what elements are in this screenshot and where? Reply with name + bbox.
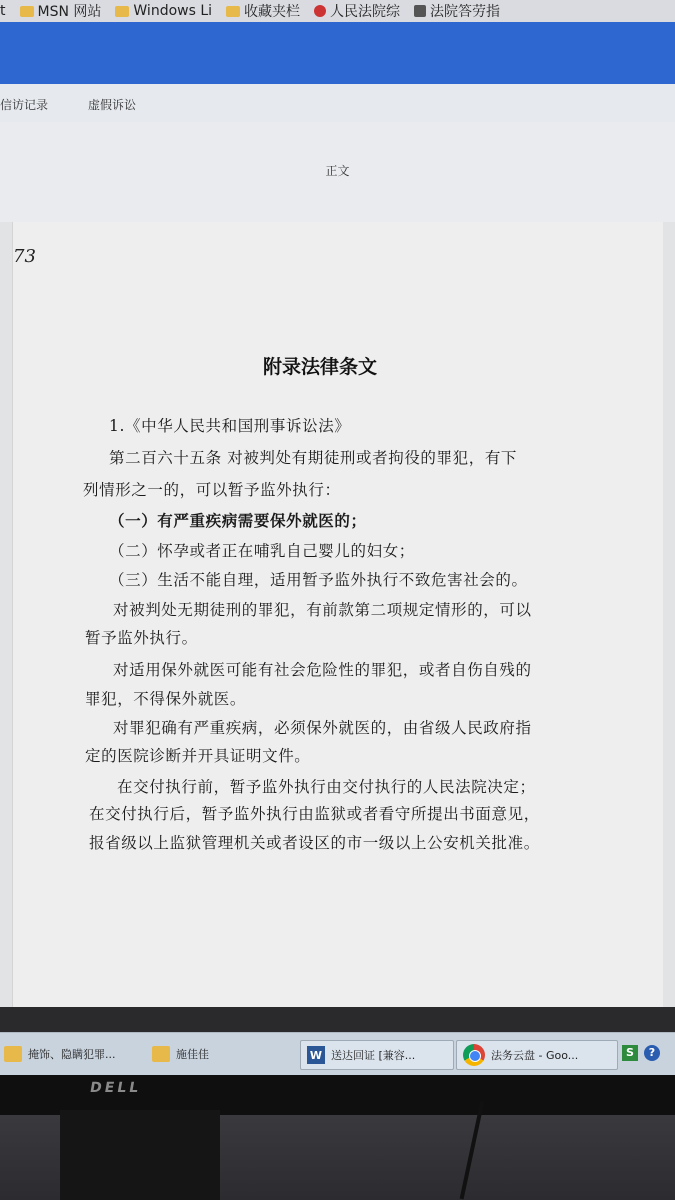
document-title: 附录法律条文 (263, 356, 378, 378)
folder-icon (115, 6, 129, 17)
task-label: 掩饰、隐瞒犯罪... (28, 1048, 116, 1061)
taskbar-item-chrome[interactable] (456, 1040, 618, 1070)
nav-false-litigation[interactable]: 虚假诉讼 (88, 98, 137, 112)
app-header (0, 22, 675, 84)
folder-icon (20, 6, 34, 17)
doc-line: 列情形之一的，可以暂予监外执行： (83, 481, 341, 499)
chrome-icon (463, 1044, 485, 1066)
app-nav (0, 84, 675, 123)
windows-taskbar (0, 1032, 675, 1075)
taskbar-item-word[interactable] (300, 1040, 454, 1070)
bookmark-people-court[interactable] (314, 1, 400, 21)
bookmark-label: t (0, 3, 6, 19)
bookmark-msn[interactable] (20, 1, 102, 21)
monitor-brand-logo: DELL (88, 1080, 143, 1096)
bookmark-partial[interactable] (0, 3, 6, 19)
bookmark-label: MSN 网站 (37, 4, 102, 20)
doc-line: （一）有严重疾病需要保外就医的； (109, 511, 367, 530)
doc-line: 对罪犯确有严重疾病，必须保外就医的，由省级人民政府指 (113, 719, 532, 737)
page-icon (414, 5, 426, 17)
bookmark-label: 法院答劳指 (430, 4, 501, 20)
task-label: 送达回证 [兼容... (331, 1049, 416, 1062)
taskbar-item-folder-1[interactable] (4, 1040, 144, 1068)
doc-line: 1.《中华人民共和国刑事诉讼法》 (109, 417, 351, 435)
doc-line: 暂予监外执行。 (85, 629, 198, 647)
doc-line: 在交付执行前，暂予监外执行由交付执行的人民法院决定； (117, 778, 536, 796)
document-viewer[interactable] (0, 222, 675, 1007)
doc-line: 报省级以上监狱管理机关或者设区的市一级以上公安机关批准。 (89, 834, 540, 852)
taskbar-item-folder-2[interactable] (152, 1040, 292, 1068)
doc-line: 定的医院诊断并开具证明文件。 (85, 747, 311, 765)
help-icon[interactable]: ? (644, 1045, 660, 1061)
bookmark-label: 人民法院综 (330, 4, 401, 20)
section-label: 正文 (325, 164, 350, 178)
word-icon: W (307, 1046, 325, 1064)
nav-petition-records[interactable]: 信访记录 (0, 98, 49, 112)
document-page (12, 222, 663, 1007)
doc-line: （三）生活不能自理，适用暂予监外执行不致危害社会的。 (109, 571, 528, 589)
doc-line: 对被判处无期徒刑的罪犯，有前款第二项规定情形的，可以 (113, 601, 532, 619)
bookmark-label: 收藏夹栏 (244, 4, 301, 20)
task-label: 施佳佳 (176, 1048, 209, 1061)
task-label: 法务云盘 - Goo... (491, 1049, 579, 1062)
doc-line: （二）怀孕或者正在哺乳自己婴儿的妇女； (109, 542, 415, 560)
emblem-icon (314, 5, 326, 17)
monitor-stand (60, 1110, 220, 1200)
section-header (0, 122, 675, 222)
bookmark-windows-live[interactable] (115, 3, 212, 19)
folder-icon (226, 6, 240, 17)
doc-line: 对适用保外就医可能有社会危险性的罪犯，或者自伤自残的 (113, 661, 532, 679)
bookmarks-bar (0, 0, 675, 22)
bookmark-label: Windows Li (133, 3, 213, 19)
doc-line: 罪犯，不得保外就医。 (85, 690, 247, 708)
folder-icon (4, 1046, 22, 1062)
tray-s-icon[interactable]: S (622, 1045, 638, 1061)
margin-note: 73 (13, 246, 36, 267)
doc-line: 在交付执行后，暂予监外执行由监狱或者看守所提出书面意见， (89, 805, 540, 823)
bookmark-court-guide[interactable] (414, 1, 500, 21)
doc-line: 第二百六十五条 对被判处有期徒刑或者拘役的罪犯，有下 (109, 449, 518, 467)
folder-icon (152, 1046, 170, 1062)
bookmark-favorites-bar[interactable] (226, 1, 300, 21)
